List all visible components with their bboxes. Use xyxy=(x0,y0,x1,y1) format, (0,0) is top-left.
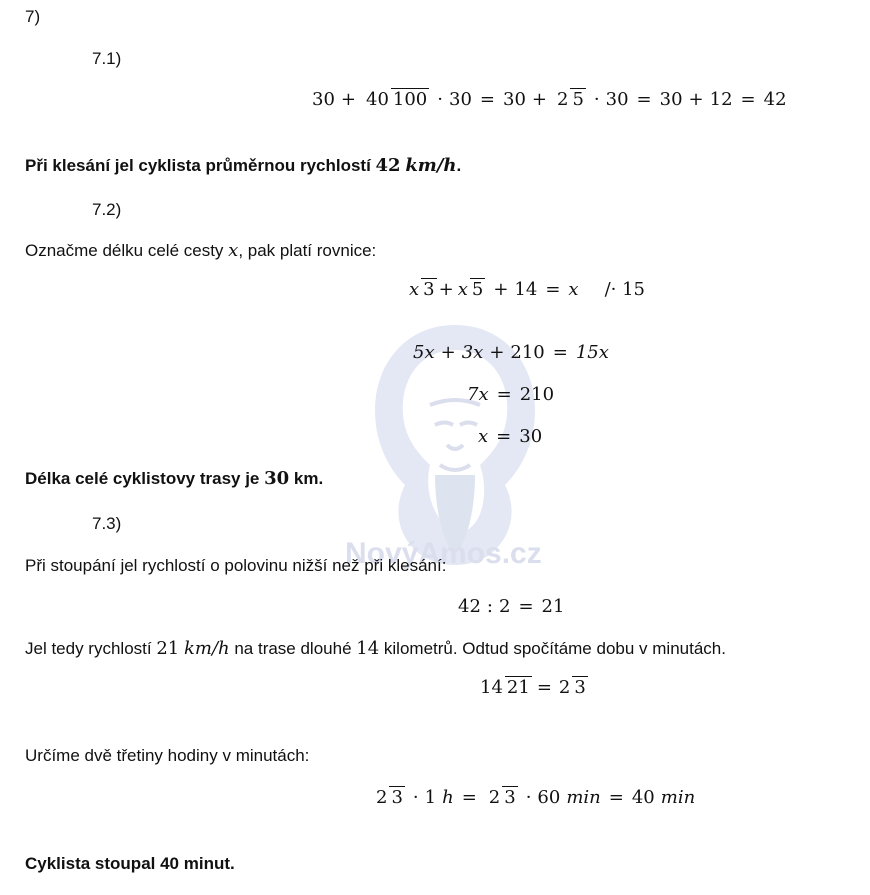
eq-operation-note: /· 15 xyxy=(604,278,645,300)
fraction-numerator: 2 xyxy=(488,787,501,808)
fraction-numerator: x xyxy=(409,279,420,300)
equation-7-2-2 xyxy=(413,344,609,362)
answer-7-1 xyxy=(25,157,461,175)
eq-term: 30 xyxy=(503,88,526,110)
intro-variable: x xyxy=(228,240,239,261)
problem-number: 7) xyxy=(25,7,41,26)
equation-7-2-1 xyxy=(405,280,645,300)
eq-equals: = xyxy=(461,786,477,808)
unit-hour: h xyxy=(442,786,454,808)
fraction-numerator: x xyxy=(457,279,468,300)
equation-7-2-3 xyxy=(467,386,554,404)
eq-term: 5x xyxy=(413,342,435,363)
speed-unit: km/h xyxy=(183,638,230,659)
answer-value: 30 xyxy=(264,468,290,489)
intro-text-end: , pak platí rovnice: xyxy=(238,241,377,260)
fraction-denominator: 5 xyxy=(471,279,484,300)
eq-equals: = xyxy=(636,88,652,110)
answer-7-3: Cyklista stoupal 40 minut. xyxy=(25,854,235,873)
eq-term: 30 xyxy=(449,88,472,110)
equation-7-2-4 xyxy=(478,428,542,446)
fraction-numerator: 14 xyxy=(480,677,503,698)
eq-operator: + xyxy=(493,278,509,300)
eq-term: 42 xyxy=(458,596,481,617)
fraction xyxy=(478,678,532,698)
eq-equals: = xyxy=(608,786,624,808)
fraction-numerator: 2 xyxy=(558,677,571,698)
answer-text: Délka celé cyklistovy trasy je xyxy=(25,469,265,488)
part-label-7-1: 7.1) xyxy=(92,49,122,68)
eq-term: 210 xyxy=(519,384,555,405)
equation-7-3-1 xyxy=(458,598,564,616)
eq-term: 1 xyxy=(424,786,437,808)
eq-equals: = xyxy=(518,596,534,617)
answer-text: Při klesání jel cyklista průměrnou rychlostí xyxy=(25,156,376,175)
equation-7-3-2 xyxy=(476,678,590,698)
eq-term: 30 xyxy=(312,88,335,110)
eq-equals: = xyxy=(740,88,756,110)
fraction xyxy=(456,280,486,300)
fraction xyxy=(487,788,518,808)
eq-term: 30 xyxy=(605,88,629,110)
eq-term: 210 xyxy=(510,342,545,363)
line2-7-3 xyxy=(25,640,726,658)
speed-value: 21 xyxy=(156,638,180,659)
eq-operator: + xyxy=(340,88,356,110)
intro-7-3: Při stoupání jel rychlostí o polovinu nižší než při klesání: xyxy=(25,556,447,575)
equation-7-1 xyxy=(312,90,787,110)
part-label-7-3: 7.3) xyxy=(92,514,122,533)
fraction xyxy=(555,90,586,110)
fraction xyxy=(364,90,429,110)
fraction-denominator: 3 xyxy=(423,279,435,300)
eq-operator: + xyxy=(531,88,547,110)
eq-operator: : xyxy=(486,596,493,617)
eq-term: 3x xyxy=(461,342,484,363)
eq-term: 30 xyxy=(659,88,683,110)
eq-term: 30 xyxy=(519,426,543,447)
eq-equals: = xyxy=(496,426,512,447)
part-label-7-2: 7.2) xyxy=(92,200,122,219)
eq-operator: + xyxy=(438,278,454,300)
intro-7-2 xyxy=(25,242,376,260)
eq-term: 7x xyxy=(467,384,489,405)
intro-text: Označme délku celé cesty xyxy=(25,241,229,260)
eq-term: 21 xyxy=(541,596,565,617)
eq-term: x xyxy=(568,278,579,300)
eq-term: 40 xyxy=(631,786,655,808)
eq-operator: · xyxy=(437,88,443,110)
fraction-numerator: 2 xyxy=(376,787,388,808)
fraction-denominator: 21 xyxy=(506,677,530,698)
eq-term: 15x xyxy=(575,342,609,363)
eq-equals: = xyxy=(479,88,495,110)
eq-term: x xyxy=(478,426,489,447)
eq-equals: = xyxy=(536,676,552,698)
unit-minute: min xyxy=(566,786,601,808)
fraction xyxy=(407,280,437,300)
eq-term: 2 xyxy=(498,596,511,617)
answer-value: 42 xyxy=(375,155,401,176)
fraction-numerator: 40 xyxy=(366,89,389,110)
eq-term: 12 xyxy=(709,88,733,110)
fraction-denominator: 3 xyxy=(391,787,403,808)
answer-end: km. xyxy=(289,469,324,488)
eq-operator: · xyxy=(525,786,532,808)
fraction xyxy=(374,788,405,808)
fraction-denominator: 100 xyxy=(392,89,428,110)
eq-equals: = xyxy=(545,278,561,300)
eq-term: 14 xyxy=(514,278,538,300)
line-text: kilometrů. Odtud spočítáme dobu v minutách. xyxy=(379,639,726,658)
eq-term: 42 xyxy=(763,88,787,110)
eq-operator: + xyxy=(440,342,456,363)
answer-unit: km/h xyxy=(405,155,457,176)
watermark-text: NovýAmos.cz xyxy=(345,537,542,570)
unit-minute: min xyxy=(660,786,696,808)
answer-7-2 xyxy=(25,470,323,488)
eq-equals: = xyxy=(496,384,512,405)
line3-7-3: Určíme dvě třetiny hodiny v minutách: xyxy=(25,746,310,765)
fraction-denominator: 3 xyxy=(504,787,516,808)
eq-equals: = xyxy=(552,342,568,363)
fraction xyxy=(557,678,588,698)
fraction-denominator: 5 xyxy=(572,89,584,110)
equation-7-3-3 xyxy=(372,788,695,808)
line-text: na trase dlouhé xyxy=(229,639,357,658)
eq-operator: + xyxy=(688,88,704,110)
eq-term: 60 xyxy=(537,786,561,808)
eq-operator: · xyxy=(412,786,419,808)
distance-value: 14 xyxy=(356,638,380,659)
fraction-numerator: 2 xyxy=(557,89,569,110)
answer-end: . xyxy=(456,156,462,175)
eq-operator: + xyxy=(489,342,505,363)
line-text: Jel tedy rychlostí xyxy=(25,639,157,658)
fraction-denominator: 3 xyxy=(574,677,586,698)
eq-operator: · xyxy=(593,88,600,110)
